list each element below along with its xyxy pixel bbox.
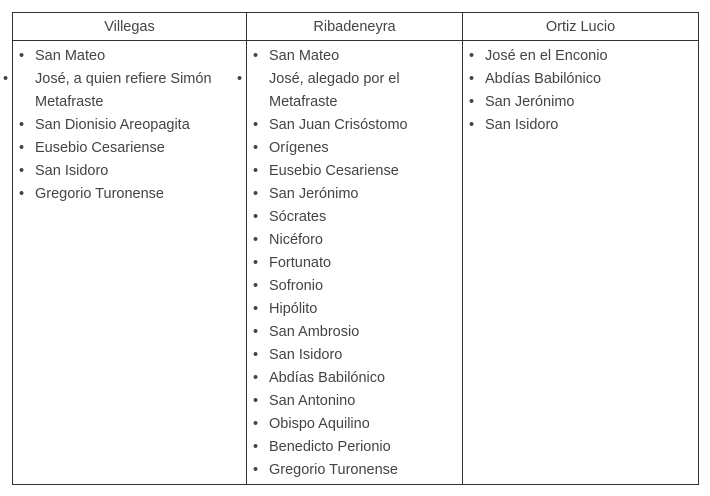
column-header-villegas: Villegas [13,13,247,41]
list-item: • San Jerónimo [269,183,456,206]
saints-table [12,12,699,485]
list-item: • San Isidoro [35,160,240,183]
list-item [19,68,240,114]
list-item: • San Isidoro [485,114,692,137]
list-item: • Abdías Babilónico [269,367,456,390]
list-item: • San Ambrosio [269,321,456,344]
list-item [253,68,456,114]
list-item: • Sócrates [269,206,456,229]
list-item: • San Mateo [269,45,456,68]
list-ribadeneyra [269,45,456,482]
list-ortiz-lucio [485,45,692,137]
list-item: • Nicéforo [269,229,456,252]
list-item-text: José, a quien refiere Simón Metafraste [35,71,212,110]
list-item: • Orígenes [269,137,456,160]
list-item: • Eusebio Cesariense [269,160,456,183]
list-villegas [35,45,240,206]
list-item: • Obispo Aquilino [269,413,456,436]
list-item: • San Jerónimo [485,91,692,114]
list-item: • San Juan Crisóstomo [269,114,456,137]
list-item: • Eusebio Cesariense [35,137,240,160]
list-item: • Sofronio [269,275,456,298]
list-item: • José en el Enconio [485,45,692,68]
column-body-ortiz-lucio [463,41,698,484]
list-item: • Benedicto Perionio [269,436,456,459]
list-item: • San Antonino [269,390,456,413]
list-item: • Hipólito [269,298,456,321]
list-item: • San Dionisio Areopagita [35,114,240,137]
list-item: • San Mateo [35,45,240,68]
list-item: • Fortunato [269,252,456,275]
list-item-text: José, alegado por el Metafraste [269,71,400,110]
list-item: • Gregorio Turonense [35,183,240,206]
column-body-ribadeneyra [247,41,463,484]
column-header-ribadeneyra: Ribadeneyra [247,13,463,41]
column-body-villegas [13,41,247,484]
list-item: • San Isidoro [269,344,456,367]
column-header-ortiz-lucio: Ortiz Lucio [463,13,698,41]
list-item: • Gregorio Turonense [269,459,456,482]
list-item: • Abdías Babilónico [485,68,692,91]
